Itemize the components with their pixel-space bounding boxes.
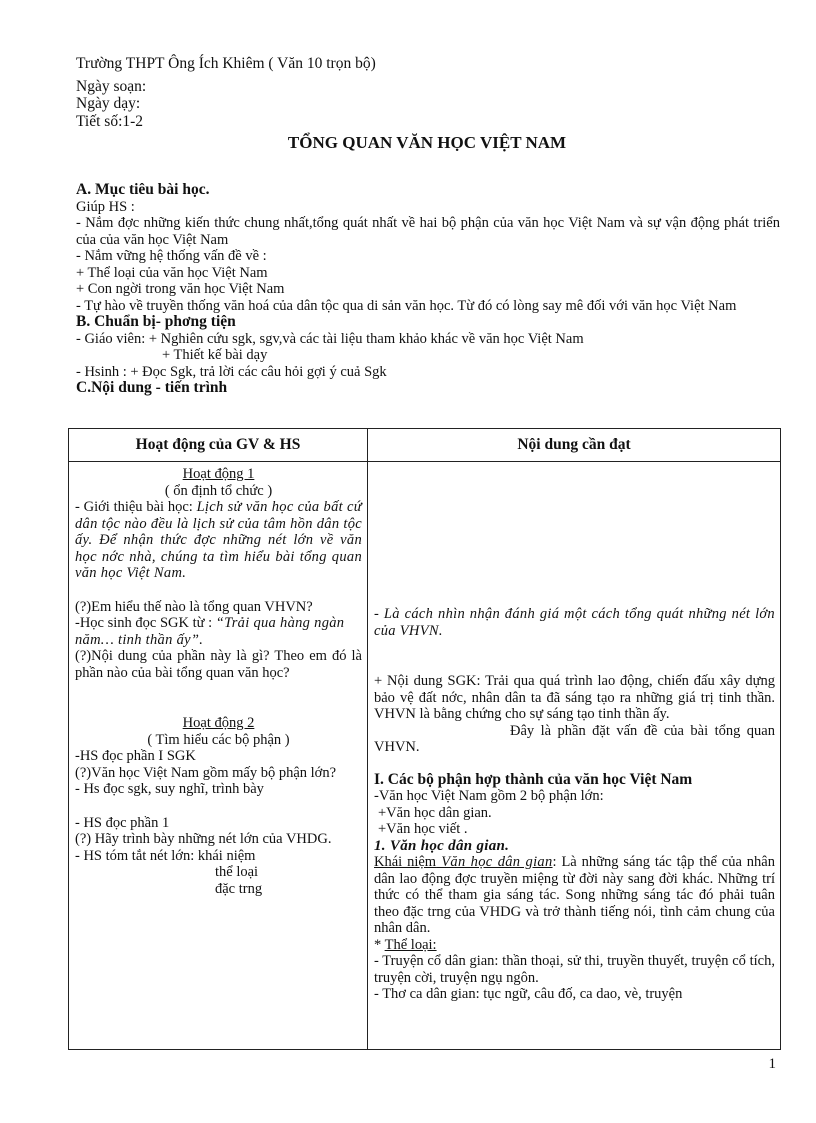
list-item: thể loại <box>215 864 259 880</box>
section-b-teacher: - Giáo viên: + Nghiên cứu sgk, sgv,và các tài liệu tham khảo khác về văn học Việt Nam <box>76 330 584 347</box>
list-item: -Văn học Việt Nam gồm 2 bộ phận lớn: <box>374 788 604 804</box>
page-number: 1 <box>768 1056 776 1072</box>
sgk-content: + Nội dung SGK: Trải qua quá trình lao động, chiến đấu xây dựng bảo vệ đất nớc, nhân dân ta đã sáng tạo ra những giá trị tinh thần. VHVN là bằng chứng cho sự sáng tạo tinh thần ấy. <box>374 673 775 722</box>
section-b-heading: B. Chuẩn bị- phơng tiện <box>76 313 236 330</box>
read-label: -Học sinh đọc SGK từ : <box>75 615 216 631</box>
read-instruction <box>75 615 362 648</box>
list-item: - Hs đọc sgk, suy nghĩ, trình bày <box>75 781 264 797</box>
section-a-line: Giúp HS : <box>76 198 135 215</box>
section-a <box>76 182 780 397</box>
period-number: Tiết số:1-2 <box>76 113 144 130</box>
definition-text: - Là cách nhìn nhận đánh giá một cách tổng quát những nét lớn của VHVN. <box>374 606 775 639</box>
list-item: +Văn học viết . <box>378 821 468 837</box>
prep-date: Ngày soạn: <box>76 78 147 95</box>
concept-text: : Là những sáng tác tập thể của nhân dân lao động đợc truyền miệng từ đời này sang đời khác. Những trí thức có thể tham gia sáng tác. Song những sáng tác đó phải tuân theo đặc trng của VHDG và trở thành tiếng nói, tình cảm chung của nhân dân. <box>374 854 775 936</box>
activity-2-title: Hoạt động 2 <box>182 715 255 731</box>
table-header-row <box>69 429 781 462</box>
genre-label: Thể loại: <box>384 936 437 953</box>
list-item: (?)Văn học Việt Nam gồm mấy bộ phận lớn? <box>75 764 337 781</box>
activities-cell <box>69 462 368 1050</box>
read-quote: “Trải qua hàng ngàn năm… tinh thần ấy”. <box>75 615 345 648</box>
question-2: (?)Nội dung của phần này là gì? Theo em đó là phần nào của bài tổng quan văn học? <box>75 648 362 681</box>
activity-2-subtitle: ( Tìm hiểu các bộ phận ) <box>147 731 290 748</box>
concept-paragraph <box>374 854 775 937</box>
section-b-student: - Hsinh : + Đọc Sgk, trả lời các câu hỏi gợi ý cuả Sgk <box>76 363 387 380</box>
genre-star: * <box>374 936 385 953</box>
genre-heading <box>374 937 775 954</box>
list-item: - Truyện cổ dân gian: thần thoại, sử thi, truyền thuyết, truyện cổ tích, truyện cời, truyện ngụ ngôn. <box>374 953 775 986</box>
intro-paragraph <box>75 499 362 582</box>
page-title: TỔNG QUAN VĂN HỌC VIỆT NAM <box>287 133 567 152</box>
school-header: Trường THPT Ông Ích Khiêm ( Văn 10 trọn bộ) <box>76 55 376 72</box>
list-item: - HS đọc phần 1 <box>75 814 170 831</box>
list-item: -HS đọc phần I SGK <box>75 748 196 764</box>
activity-1-title: Hoạt động 1 <box>182 466 255 482</box>
section-c-heading: C.Nội dung - tiến trình <box>76 379 228 396</box>
section-a-line: + Thể loại của văn học Việt Nam <box>76 264 268 281</box>
section-a-line: - Tự hào về truyền thống văn hoá của dân tộc qua di sản văn học. Từ đó có lòng say mê đối với văn học Việt Nam <box>76 297 737 314</box>
list-item: +Văn học dân gian. <box>378 804 492 821</box>
section-a-line: - Nắm vững hệ thống vấn đề về : <box>76 248 267 264</box>
intro-part-note: Đây là phần đặt vấn đề của bài tổng quan VHVN. <box>374 722 775 755</box>
concept-label: Khái niệm <box>374 854 437 870</box>
section-a-heading: A. Mục tiêu bài học. <box>76 181 210 198</box>
col-activities-header: Hoạt động của GV & HS <box>69 429 368 462</box>
table-row <box>69 462 781 1050</box>
intro-label: - Giới thiệu bài học: <box>75 499 197 515</box>
part-1-heading: I. Các bộ phận hợp thành của văn học Việt Nam <box>374 770 693 788</box>
lesson-table <box>68 428 781 1050</box>
section-a-line: + Con ngời trong văn học Việt Nam <box>76 281 285 297</box>
list-item: (?) Hãy trình bày những nét lớn của VHDG. <box>75 831 332 847</box>
list-item: đặc trng <box>215 880 263 897</box>
list-item: - HS tóm tắt nét lớn: khái niệm <box>75 847 256 864</box>
section-b-teacher-2: + Thiết kế bài dạy <box>162 347 268 363</box>
concept-term: Văn học dân gian <box>436 854 553 870</box>
teach-date: Ngày dạy: <box>76 95 141 112</box>
col-content-header: Nội dung cần đạt <box>368 429 781 462</box>
section-a-line: - Nắm đợc những kiến thức chung nhất,tổng quát nhất về hai bộ phận của văn học Việt Nam và sự vận động phát triển của của văn học Việt Nam <box>76 215 780 248</box>
activity-1-subtitle: ( ổn định tổ chức ) <box>164 482 273 499</box>
content-cell <box>368 462 781 1050</box>
list-item: - Thơ ca dân gian: tục ngữ, câu đố, ca dao, vè, truyện <box>374 986 683 1002</box>
subsection-1-heading: 1. Văn học dân gian. <box>374 837 510 854</box>
question-1: (?)Em hiểu thế nào là tổng quan VHVN? <box>75 598 313 615</box>
intro-quote: Lịch sử văn học của bất cứ dân tộc nào đều là lịch sử của tâm hồn dân tộc ấy. Để nhận thức đợc những nét lớn về văn học nớc nhà, chúng ta tìm hiểu bài tổng quan văn học Việt Nam. <box>75 499 363 581</box>
